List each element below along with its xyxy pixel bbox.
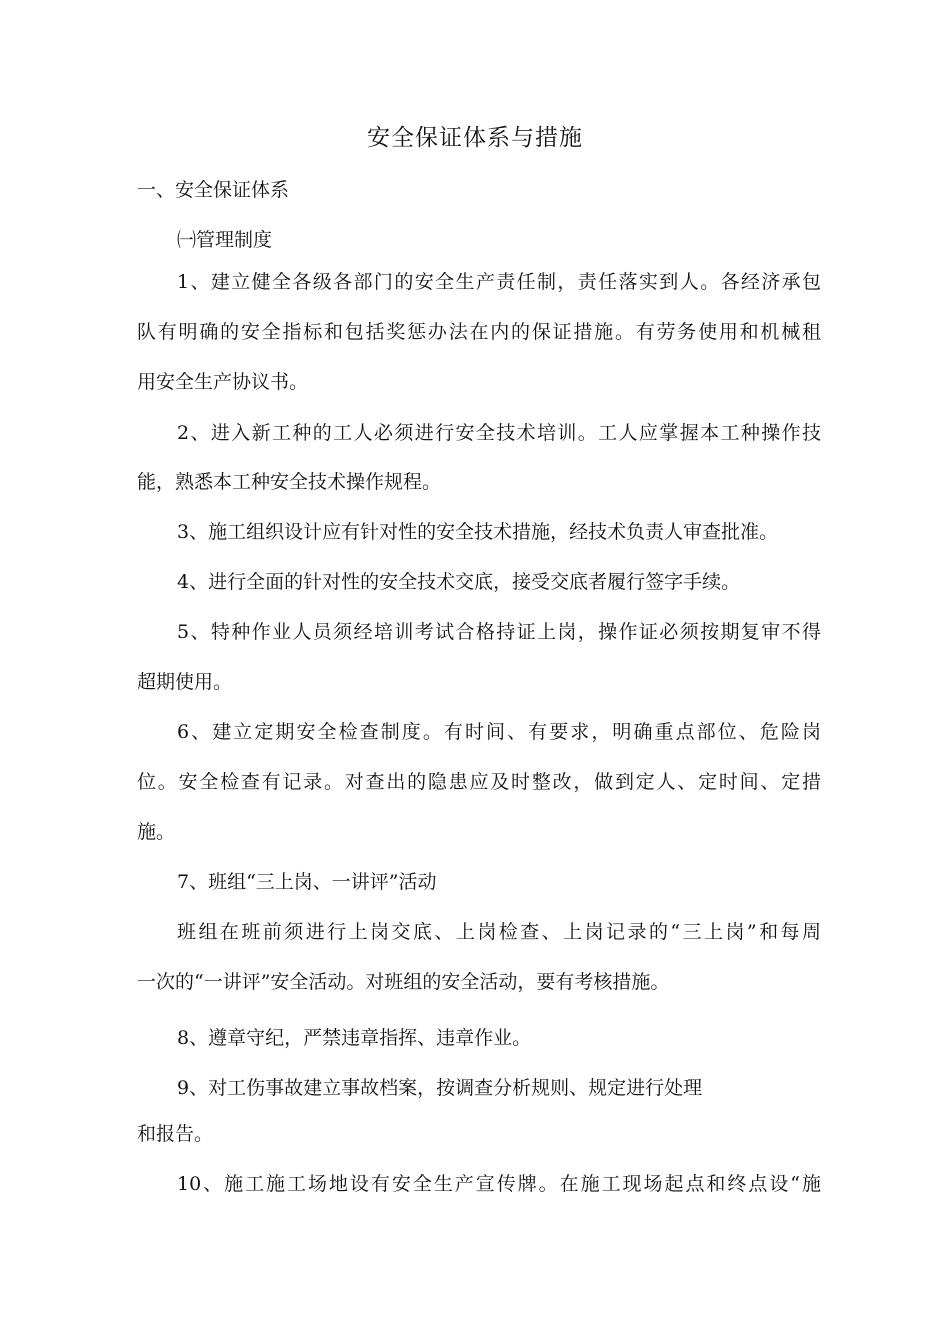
paragraph-line: 6、建立定期安全检查制度。有时间、有要求，明确重点部位、危险岗	[177, 721, 821, 743]
paragraph-line: 施。	[137, 821, 176, 843]
paragraph-line: 位。安全检查有记录。对查出的隐患应及时整改，做到定人、定时间、定措	[137, 771, 821, 793]
paragraph-line: 超期使用。	[137, 671, 233, 693]
paragraph-line: 9、对工伤事故建立事故档案，按调查分析规则、规定进行处理	[177, 1077, 703, 1099]
paragraph-line: 能，熟悉本工种安全技术操作规程。	[137, 471, 442, 493]
document-title: 安全保证体系与措施	[367, 125, 583, 151]
section-heading: 一、安全保证体系	[137, 179, 290, 201]
paragraph-line: 和报告。	[137, 1123, 214, 1145]
paragraph-line: 5、特种作业人员须经培训考试合格持证上岗，操作证必须按期复审不得	[177, 621, 821, 643]
paragraph-line: 7、班组“三上岗、一讲评”活动	[177, 871, 437, 893]
paragraph-line: 3、施工组织设计应有针对性的安全技术措施，经技术负责人审查批准。	[177, 521, 779, 543]
subsection-heading: ㈠管理制度	[177, 229, 273, 251]
paragraph-line: 班组在班前须进行上岗交底、上岗检查、上岗记录的“三上岗”和每周	[177, 921, 821, 943]
paragraph-line: 一次的“一讲评”安全活动。对班组的安全活动，要有考核措施。	[137, 971, 670, 993]
paragraph-line: 队有明确的安全指标和包括奖惩办法在内的保证措施。有劳务使用和机械租	[137, 321, 821, 343]
paragraph-line: 4、进行全面的针对性的安全技术交底，接受交底者履行签字手续。	[177, 571, 741, 593]
paragraph-line: 用安全生产协议书。	[137, 371, 309, 393]
paragraph-line: 2、进入新工种的工人必须进行安全技术培训。工人应掌握本工种操作技	[177, 422, 821, 444]
paragraph-line: 10、施工施工场地设有安全生产宣传牌。在施工现场起点和终点设“施	[177, 1173, 821, 1195]
paragraph-line: 1、建立健全各级各部门的安全生产责任制，责任落实到人。各经济承包	[177, 271, 821, 293]
paragraph-line: 8、遵章守纪，严禁违章指挥、违章作业。	[177, 1027, 532, 1049]
